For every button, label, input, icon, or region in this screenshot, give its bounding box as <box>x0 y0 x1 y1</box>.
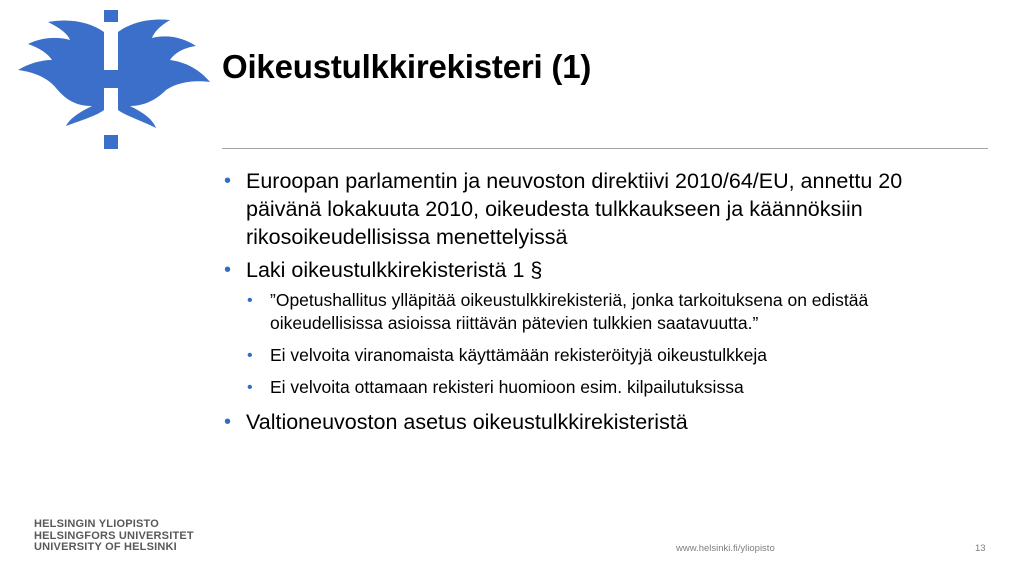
wordmark-line-swedish: HELSINGFORS UNIVERSITET <box>34 529 194 542</box>
footer-url: www.helsinki.fi/yliopisto <box>676 543 775 554</box>
university-wordmark <box>34 519 194 554</box>
bullet-marker: • <box>224 411 232 433</box>
wordmark-line-english: UNIVERSITY OF HELSINKI <box>34 541 177 553</box>
bullet-marker: • <box>247 292 253 309</box>
bullet-text: Laki oikeustulkkirekisteristä 1 § <box>246 258 543 282</box>
bullet-text: Valtioneuvoston asetus oikeustulkkirekisteristä <box>246 410 688 434</box>
bullet-list <box>222 167 982 441</box>
bullet-item <box>222 408 982 436</box>
bullet-marker: • <box>247 379 253 396</box>
slide-title: Oikeustulkkirekisteri (1) <box>222 48 592 85</box>
bullet-text: Euroopan parlamentin ja neuvoston direktiivi 2010/64/EU, annettu 20 päivänä lokakuuta 2010, oikeudesta tulkkaukseen ja käännöksiin rikosoikeudellisissa menettelyissä <box>246 169 903 249</box>
sub-bullet-item <box>222 344 982 367</box>
title-divider <box>222 148 988 149</box>
bullet-text: Ei velvoita ottamaan rekisteri huomioon esim. kilpailutuksissa <box>270 377 744 397</box>
bullet-text: Ei velvoita viranomaista käyttämään rekisteröityjä oikeustulkkeja <box>270 345 768 365</box>
sub-bullet-item <box>222 376 982 399</box>
sub-bullet-item <box>222 289 982 335</box>
bullet-marker: • <box>247 347 253 364</box>
page-number: 13 <box>975 543 986 554</box>
wordmark-line-finnish: HELSINGIN YLIOPISTO <box>34 518 160 530</box>
bullet-item <box>222 167 982 251</box>
university-flame-logo-icon <box>10 8 212 153</box>
bullet-item <box>222 256 982 284</box>
bullet-marker: • <box>224 259 232 281</box>
bullet-text: ”Opetushallitus ylläpitää oikeustulkkirekisteriä, jonka tarkoituksena on edistää oikeudellisissa asioissa riittävän pätevien tulkkien saatavuutta.” <box>270 290 869 333</box>
bullet-marker: • <box>224 170 232 192</box>
